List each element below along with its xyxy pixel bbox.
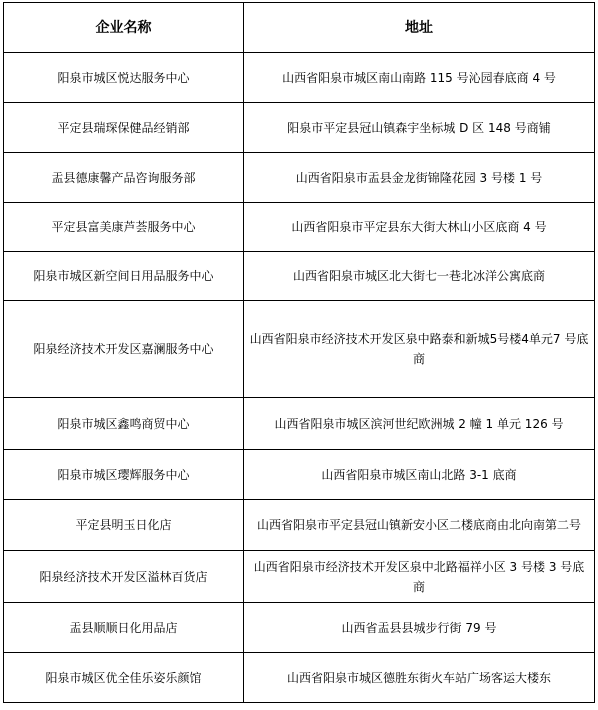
- company-name-cell: 盂县德康馨产品咨询服务部: [4, 153, 244, 203]
- address-cell: 山西省阳泉市城区滨河世纪欧洲城 2 幢 1 单元 126 号: [244, 398, 595, 450]
- address-cell: 山西省阳泉市城区德胜东街火车站广场客运大楼东: [244, 653, 595, 703]
- table-header-row: [4, 3, 595, 53]
- company-table: [3, 2, 595, 703]
- address-cell: 山西省阳泉市城区北大街七一巷北冰洋公寓底商: [244, 252, 595, 301]
- table-row: [4, 551, 595, 603]
- address-cell: 山西省阳泉市平定县东大街大林山小区底商 4 号: [244, 203, 595, 252]
- table-row: [4, 153, 595, 203]
- address-cell: 阳泉市平定县冠山镇森宇坐标城 D 区 148 号商铺: [244, 103, 595, 153]
- table-row: [4, 252, 595, 301]
- table-row: [4, 53, 595, 103]
- table-row: [4, 301, 595, 398]
- address-cell: 山西省阳泉市城区南山南路 115 号沁园春底商 4 号: [244, 53, 595, 103]
- company-name-cell: 阳泉市城区璎辉服务中心: [4, 450, 244, 500]
- company-name-cell: 阳泉市城区优全佳乐姿乐颜馆: [4, 653, 244, 703]
- address-cell: 山西省阳泉市盂县金龙街锦隆花园 3 号楼 1 号: [244, 153, 595, 203]
- company-name-cell: 盂县顺顺日化用品店: [4, 603, 244, 653]
- table-row: [4, 203, 595, 252]
- company-name-cell: 平定县瑞琛保健品经销部: [4, 103, 244, 153]
- table-row: [4, 500, 595, 551]
- company-name-cell: 平定县富美康芦荟服务中心: [4, 203, 244, 252]
- header-address: 地址: [244, 3, 595, 53]
- company-name-cell: 平定县明玉日化店: [4, 500, 244, 551]
- table-row: [4, 450, 595, 500]
- address-cell: 山西省阳泉市经济技术开发区泉中北路福祥小区 3 号楼 3 号底商: [244, 551, 595, 603]
- company-name-cell: 阳泉市城区新空间日用品服务中心: [4, 252, 244, 301]
- address-cell: 山西省阳泉市平定县冠山镇新安小区二楼底商由北向南第二号: [244, 500, 595, 551]
- address-cell: 山西省盂县县城步行街 79 号: [244, 603, 595, 653]
- company-name-cell: 阳泉经济技术开发区嘉澜服务中心: [4, 301, 244, 398]
- header-company-name: 企业名称: [4, 3, 244, 53]
- company-name-cell: 阳泉市城区鑫鸣商贸中心: [4, 398, 244, 450]
- table-row: [4, 103, 595, 153]
- company-name-cell: 阳泉市城区悦达服务中心: [4, 53, 244, 103]
- company-name-cell: 阳泉经济技术开发区溢林百货店: [4, 551, 244, 603]
- table-row: [4, 653, 595, 703]
- table-row: [4, 398, 595, 450]
- address-cell: 山西省阳泉市经济技术开发区泉中路泰和新城5号楼4单元7 号底商: [244, 301, 595, 398]
- address-cell: 山西省阳泉市城区南山北路 3-1 底商: [244, 450, 595, 500]
- table-row: [4, 603, 595, 653]
